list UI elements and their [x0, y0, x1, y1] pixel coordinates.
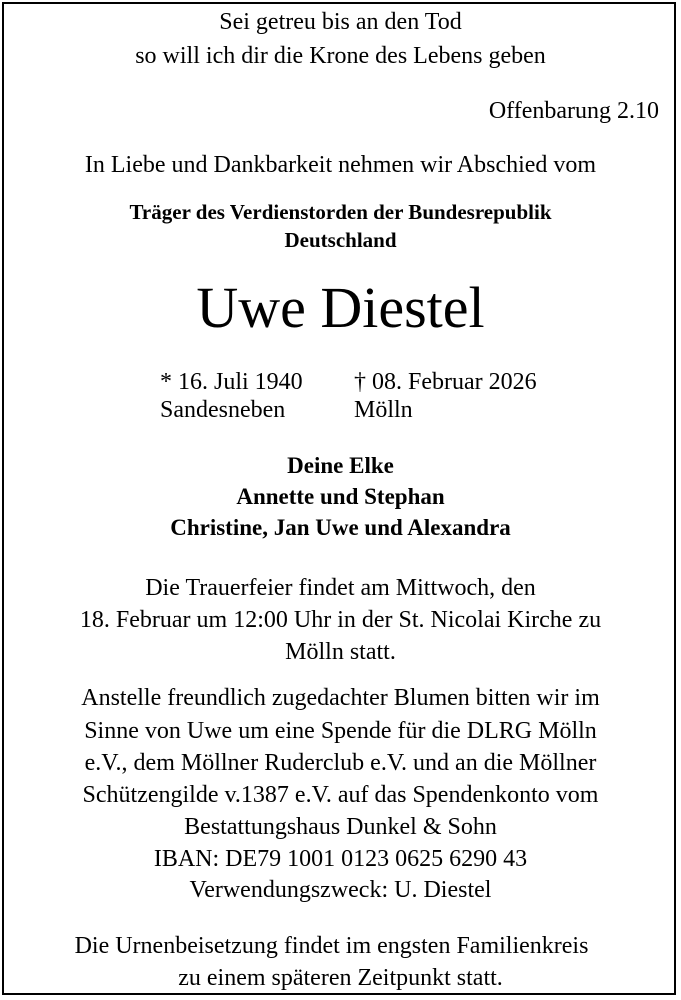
verse-line-1: Sei getreu bis an den Tod	[219, 9, 462, 35]
funeral-line: 18. Februar um 12:00 Uhr in der St. Nicolai Kirche zu	[79, 607, 602, 633]
deceased-name: Uwe Diestel	[196, 275, 485, 340]
honor-line-2: Deutschland	[284, 228, 397, 252]
donation-line: Anstelle freundlich zugedachter Blumen bitten wir im	[81, 685, 600, 711]
birth-place: Sandesneben	[160, 397, 286, 423]
burial-line: Die Urnenbeisetzung findet im engsten Familienkreis	[74, 933, 589, 959]
intro-text: In Liebe und Dankbarkeit nehmen wir Abschied vom	[84, 152, 597, 178]
iban-line: IBAN: DE79 1001 0123 0625 6290 43	[153, 846, 528, 872]
mourner-line: Christine, Jan Uwe und Alexandra	[170, 515, 511, 540]
death-date: † 08. Februar 2026	[354, 369, 537, 395]
birth-date: * 16. Juli 1940	[160, 369, 303, 395]
mourner-line: Annette und Stephan	[236, 484, 445, 509]
funeral-line: Die Trauerfeier findet am Mittwoch, den	[145, 575, 536, 601]
donation-line: Bestattungshaus Dunkel & Sohn	[184, 814, 497, 840]
donation-line: Schützengilde v.1387 e.V. auf das Spendenkonto vom	[82, 782, 599, 808]
mourner-line: Deine Elke	[287, 453, 394, 478]
honor-line-1: Träger des Verdienstorden der Bundesrepublik	[129, 200, 552, 224]
donation-line: Sinne von Uwe um eine Spende für die DLRG Mölln	[84, 718, 597, 744]
verse-reference: Offenbarung 2.10	[488, 98, 659, 124]
verse-line-2: so will ich dir die Krone des Lebens geben	[135, 43, 546, 69]
burial-line: zu einem späteren Zeitpunkt statt.	[178, 965, 503, 991]
donation-line: e.V., dem Möllner Ruderclub e.V. und an die Möllner	[84, 750, 597, 776]
purpose-line: Verwendungszweck: U. Diestel	[189, 877, 492, 903]
death-place: Mölln	[354, 397, 413, 423]
funeral-line: Mölln statt.	[285, 639, 396, 665]
